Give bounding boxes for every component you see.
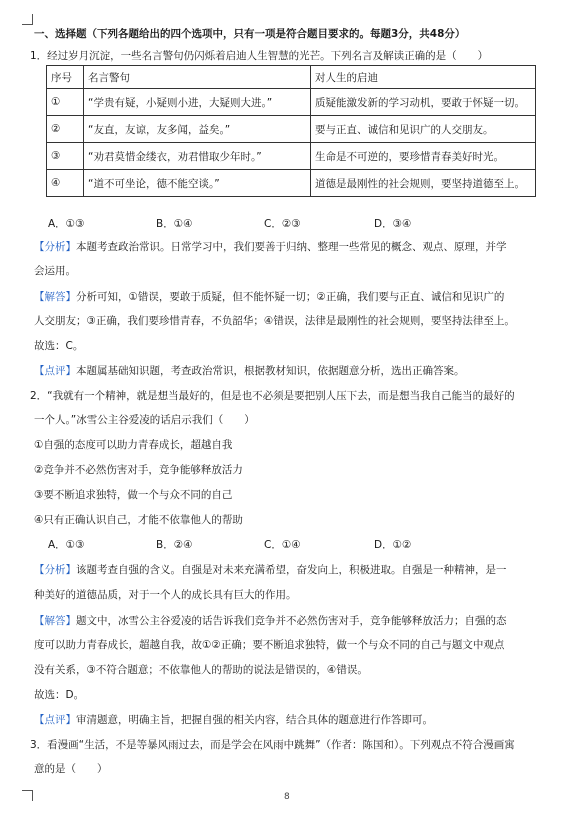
comment-tag: 【点评】: [34, 714, 76, 726]
analysis-tag: 【分析】: [34, 241, 76, 253]
q2-statement-1: ①自强的态度可以助力青春成长，超越自我: [34, 439, 233, 451]
table-cell: 质疑能激发新的学习动机，要敢于怀疑一切。: [311, 89, 536, 116]
table-cell: ②: [47, 116, 84, 143]
comment-text: 审清题意，明确主旨，把握自强的相关内容，结合具体的题意进行作答即可。: [76, 714, 433, 726]
analysis-text: 该题考查自强的含义。自强是对未来充满希望，奋发向上，积极进取。自强是一种精神，是一: [76, 564, 507, 576]
table-header-cell: 序号: [47, 66, 84, 89]
answer-text: 题文中，冰雪公主谷爱凌的话告诉我们竞争并不必然伤害对手，竞争能够释放活力；自强的态: [76, 615, 507, 627]
table-row: [47, 89, 536, 116]
option-a[interactable]: A．①③: [48, 218, 85, 230]
comment-tag: 【点评】: [34, 365, 76, 377]
corner-mark-bottom: [22, 790, 33, 801]
q2-analysis: [34, 563, 507, 577]
table-row: [47, 170, 536, 197]
q2-comment: [34, 713, 433, 727]
q1-answer-cont: 人交朋友；③正确，我们要珍惜青春，不负韶华；④错误，法律是最刚性的社会规则，要坚持法律至上。: [34, 315, 515, 327]
analysis-tag: 【分析】: [34, 564, 76, 576]
table-cell: “道不可坐论，德不能空谈。”: [84, 170, 311, 197]
table-cell: ④: [47, 170, 84, 197]
q2-answer-choice: 故选：D。: [34, 689, 85, 701]
answer-tag: 【解答】: [34, 615, 76, 627]
answer-text: 分析可知，①错误，要敢于质疑，但不能怀疑一切；②正确，我们要与正直、诚信和见识广的: [76, 291, 505, 303]
table-header-cell: 对人生的启迪: [311, 66, 536, 89]
option-b[interactable]: B．②④: [156, 539, 193, 551]
option-d[interactable]: D．①②: [374, 539, 412, 551]
corner-mark-top: [22, 14, 33, 25]
table-cell: “劝君莫惜金缕衣，劝君惜取少年时。”: [84, 143, 311, 170]
q1-stem: 1．经过岁月沉淀，一些名言警句仍闪烁着启迪人生智慧的光芒。下列名言及解读正确的是（ ）: [30, 50, 489, 62]
table-header-row: [47, 66, 536, 89]
section-title: 一、选择题（下列各题给出的四个选项中，只有一项是符合题目要求的。每题3分，共48分）: [34, 28, 466, 40]
q2-analysis-cont: 种美好的道德品质，对于一个人的成长具有巨大的作用。: [34, 589, 297, 601]
table-header-cell: 名言警句: [84, 66, 311, 89]
analysis-text: 本题考查政治常识。日常学习中，我们要善于归纳、整理一些常见的概念、观点、原理，并学: [76, 241, 507, 253]
table-cell: ①: [47, 89, 84, 116]
table-row: [47, 116, 536, 143]
q2-statement-2: ②竞争并不必然伤害对手，竞争能够释放活力: [34, 464, 243, 476]
table-row: [47, 143, 536, 170]
table-cell: ③: [47, 143, 84, 170]
q2-answer: [34, 614, 507, 628]
q1-analysis: [34, 240, 507, 254]
q2-statement-3: ③要不断追求独特，做一个与众不同的自己: [34, 489, 233, 501]
q1-comment: [34, 364, 465, 378]
option-c[interactable]: C．①④: [264, 539, 301, 551]
q2-statement-4: ④只有正确认识自己，才能不依靠他人的帮助: [34, 514, 243, 526]
q2-stem: 2．“我就有一个精神，就是想当最好的，但是也不必须是要把别人压下去，而是想当我自己能当的最好的: [30, 390, 515, 402]
answer-tag: 【解答】: [34, 291, 76, 303]
q2-answer-cont: 度可以助力青春成长，超越自我，故①②正确；要不断追求独特，做一个与众不同的自己与题文中观点: [34, 639, 505, 651]
table-cell: “友直，友谅，友多闻，益矣。”: [84, 116, 311, 143]
option-b[interactable]: B．①④: [156, 218, 193, 230]
table-cell: 道德是最刚性的社会规则，要坚持道德至上。: [311, 170, 536, 197]
table-cell: 生命是不可逆的，要珍惜青春美好时光。: [311, 143, 536, 170]
option-c[interactable]: C．②③: [264, 218, 301, 230]
q3-stem-cont: 意的是（ ）: [34, 763, 108, 775]
q1-answer-choice: 故选：C。: [34, 340, 84, 352]
q1-quote-table: [46, 65, 536, 197]
q1-answer: [34, 290, 504, 304]
comment-text: 本题属基础知识题，考查政治常识，根据教材知识，依据题意分析，选出正确答案。: [76, 365, 465, 377]
option-a[interactable]: A．①③: [48, 539, 85, 551]
table-cell: 要与正直、诚信和见识广的人交朋友。: [311, 116, 536, 143]
q2-answer-cont-2: 没有关系，③不符合题意；不依靠他人的帮助的说法是错误的，④错误。: [34, 664, 368, 676]
table-cell: “学贵有疑，小疑则小进，大疑则大进。”: [84, 89, 311, 116]
q1-analysis-cont: 会运用。: [34, 265, 76, 277]
q2-stem-cont: 一个人。”冰雪公主谷爱凌的话启示我们（ ）: [34, 414, 255, 426]
q3-stem: 3．看漫画“生活，不是等暴风雨过去，而是学会在风雨中跳舞”（作者：陈国和）。下列观点不符合漫画寓: [30, 739, 515, 751]
option-d[interactable]: D．③④: [374, 218, 412, 230]
page-number: 8: [284, 792, 290, 802]
